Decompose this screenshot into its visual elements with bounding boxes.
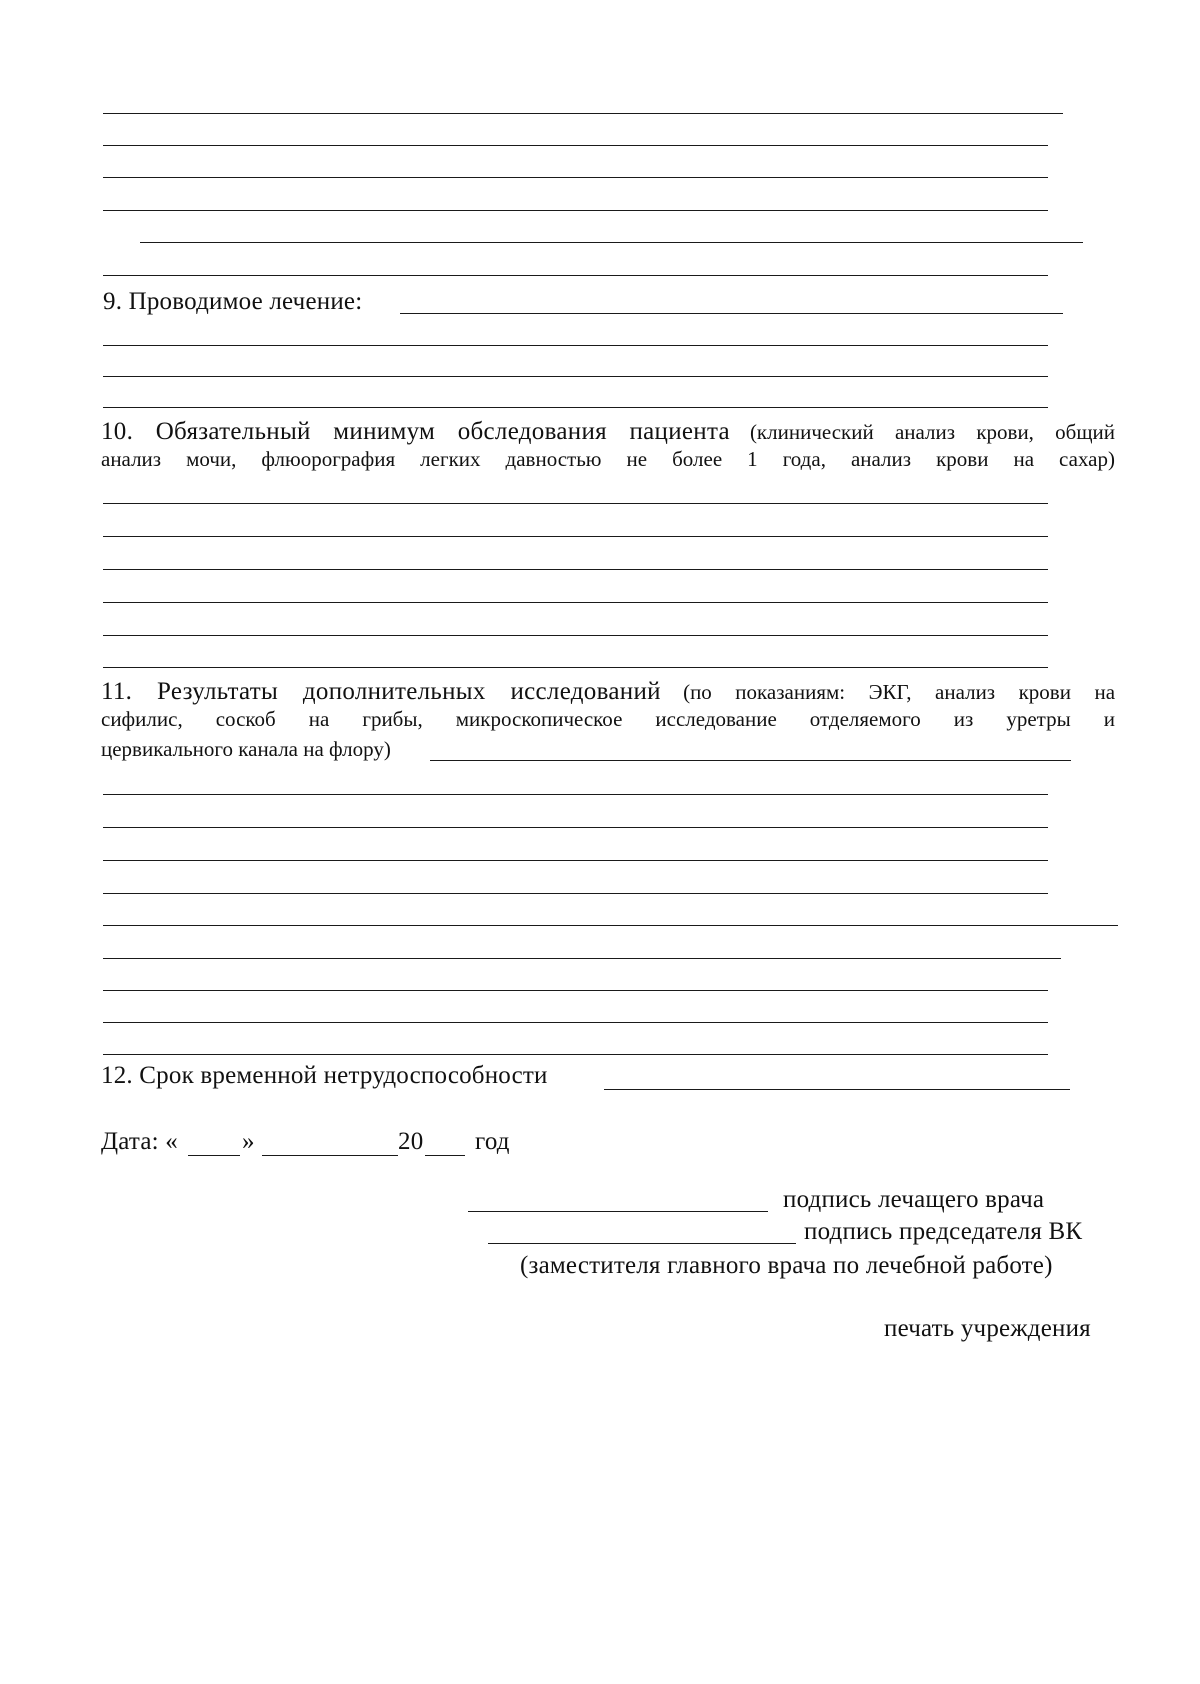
committee-chair-signature-label: подпись председателя ВК	[804, 1218, 1083, 1245]
section-11-inline-answer-line[interactable]	[430, 760, 1071, 761]
answer-line[interactable]	[103, 635, 1048, 636]
section-11-details-2: сифилис, соскоб на грибы, микроскопическое исследование отделяемого из уретры и	[101, 707, 1115, 731]
section-11-heading-line2	[101, 709, 1115, 730]
deputy-note: (заместителя главного врача по лечебной работе)	[520, 1252, 1053, 1279]
answer-line[interactable]	[103, 503, 1048, 504]
date-label: Дата: «	[101, 1128, 178, 1155]
section-10-heading	[101, 419, 1115, 444]
incapacity-period-line[interactable]	[604, 1089, 1070, 1090]
date-year-suffix: год	[475, 1128, 510, 1155]
answer-line[interactable]	[103, 536, 1048, 537]
answer-line[interactable]	[103, 602, 1048, 603]
section-9-label: 9. Проводимое лечение:	[103, 288, 363, 315]
answer-line[interactable]	[103, 958, 1061, 959]
committee-chair-signature-line[interactable]	[488, 1243, 796, 1244]
answer-line[interactable]	[103, 345, 1048, 346]
treatment-answer-line[interactable]	[400, 313, 1063, 314]
answer-line[interactable]	[103, 275, 1048, 276]
answer-line[interactable]	[103, 145, 1048, 146]
section-10-title: 10. Обязательный минимум обследования пациента	[101, 418, 730, 445]
section-12-label: 12. Срок временной нетрудоспособности	[101, 1062, 548, 1089]
answer-line[interactable]	[103, 893, 1048, 894]
answer-line[interactable]	[103, 376, 1048, 377]
answer-line[interactable]	[103, 925, 1118, 926]
answer-line[interactable]	[103, 113, 1063, 114]
section-10-details-1: (клинический анализ крови, общий	[749, 420, 1116, 444]
date-year-prefix: 20	[398, 1128, 424, 1155]
section-11-heading	[101, 679, 1115, 704]
answer-line[interactable]	[103, 1054, 1048, 1055]
section-10-details-2: анализ мочи, флюорография легких давностью не более 1 года, анализ крови на сахар)	[101, 447, 1115, 471]
attending-doctor-signature-line[interactable]	[468, 1211, 768, 1212]
date-day-line[interactable]	[188, 1155, 240, 1156]
answer-line[interactable]	[103, 990, 1048, 991]
answer-line[interactable]	[103, 667, 1048, 668]
section-11-details-1: (по показаниям: ЭКГ, анализ крови на	[683, 680, 1116, 704]
answer-line[interactable]	[103, 569, 1048, 570]
section-10-heading-line2	[101, 449, 1115, 470]
date-quote-close: »	[242, 1128, 255, 1155]
answer-line[interactable]	[103, 827, 1048, 828]
attending-doctor-signature-label: подпись лечащего врача	[783, 1186, 1045, 1213]
answer-line[interactable]	[103, 1022, 1048, 1023]
date-month-line[interactable]	[262, 1155, 398, 1156]
answer-line[interactable]	[103, 177, 1048, 178]
answer-line[interactable]	[140, 242, 1083, 243]
answer-line[interactable]	[103, 794, 1048, 795]
stamp-label: печать учреждения	[884, 1315, 1091, 1342]
answer-line[interactable]	[103, 407, 1048, 408]
section-11-title: 11. Результаты дополнительных исследований	[101, 678, 661, 705]
date-year-line[interactable]	[425, 1155, 465, 1156]
answer-line[interactable]	[103, 860, 1048, 861]
answer-line[interactable]	[103, 210, 1048, 211]
section-11-details-3: цервикального канала на флору)	[101, 737, 391, 761]
